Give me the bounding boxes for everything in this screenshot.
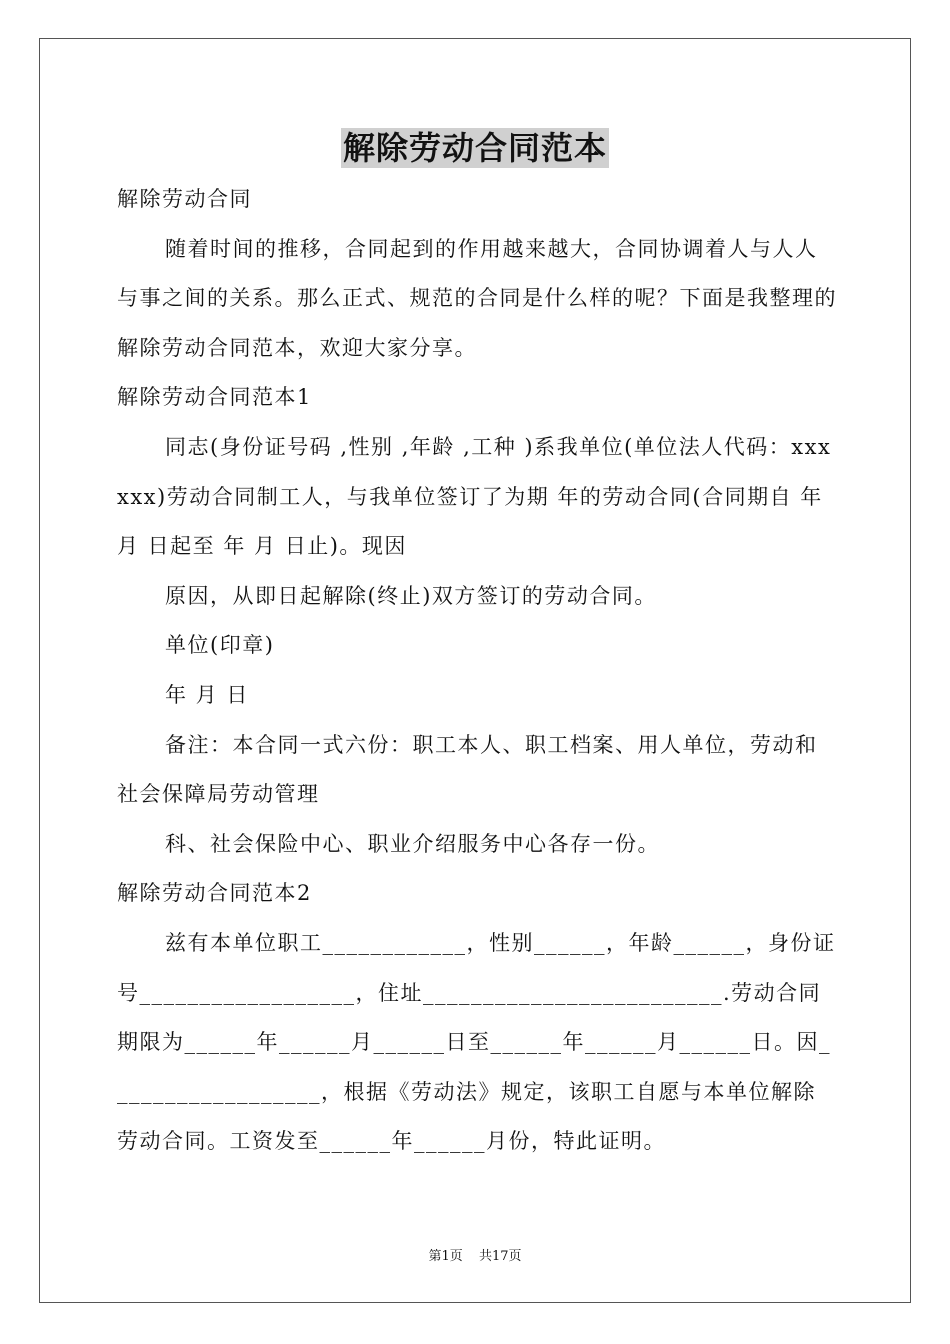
body-paragraph: 兹有本单位职工____________，性别______，年龄______，身份证号__________________，住址_________________________.劳动合同期限为______年______月______日至______年______月______日。因__________________，根据《劳动法》规定，该职工自愿与本单位解除劳动合同。工资发至______年______月份，特此证明。: [117, 930, 836, 1154]
section-heading: 解除劳动合同: [117, 187, 252, 211]
page-number: 第1页: [428, 1249, 463, 1264]
body-paragraph: 科、社会保险中心、职业介绍服务中心各存一份。: [165, 831, 660, 856]
section-heading: 解除劳动合同范本2: [117, 881, 312, 906]
page-title: 解除劳动合同范本: [342, 129, 607, 167]
page-footer: [0, 1248, 950, 1266]
body-paragraph: 随着时间的推移，合同起到的作用越来越大，合同协调着人与人人与事之间的关系。那么正式、规范的合同是什么样的呢？下面是我整理的解除劳动合同范本，欢迎大家分享。: [117, 236, 837, 360]
body-paragraph: 同志(身份证号码 ,性别 ,年龄 ,工种 )系我单位(单位法人代码：xxxxxx)劳动合同制工人，与我单位签订了为期 年的劳动合同(合同期自 年 月 日起至 年 月 日止)。现因: [117, 434, 832, 559]
body-paragraph: 年 月 日: [165, 682, 249, 707]
document-body: [117, 175, 837, 1167]
body-paragraph: 单位(印章): [165, 633, 275, 658]
section-heading: 解除劳动合同范本1: [117, 385, 312, 410]
body-paragraph: 备注：本合同一式六份：职工本人、职工档案、用人单位，劳动和社会保障局劳动管理: [117, 732, 818, 807]
title-wrap: [0, 128, 950, 168]
body-paragraph: 原因，从即日起解除(终止)双方签订的劳动合同。: [165, 583, 657, 608]
page-total: 共17页: [478, 1249, 522, 1264]
